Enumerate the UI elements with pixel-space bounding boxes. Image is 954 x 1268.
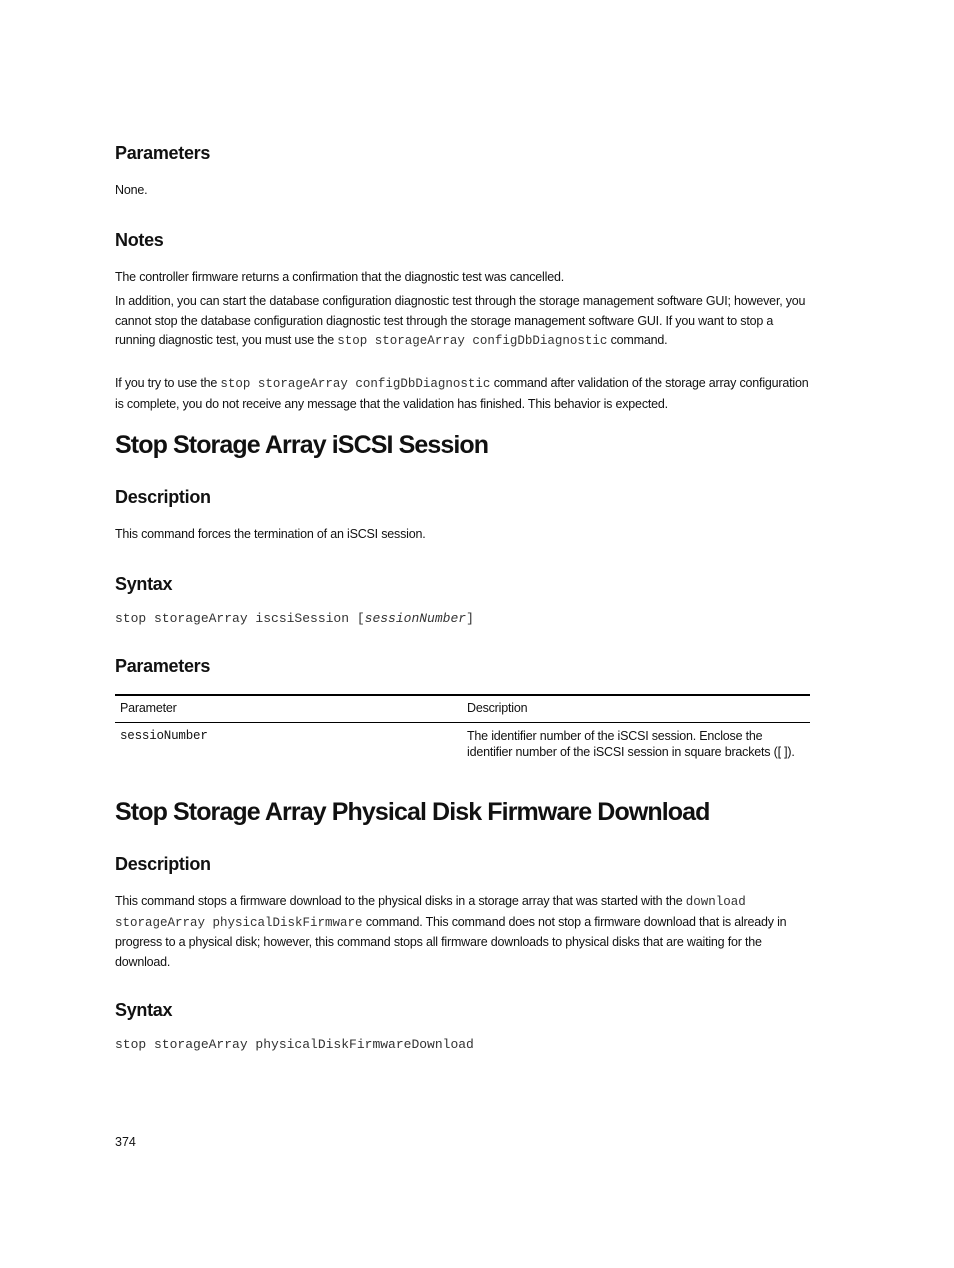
parameters-heading-2: Parameters [115,656,211,676]
table-header-parameter: Parameter [120,701,177,715]
syntax-code-2: stop storageArray physicalDiskFirmwareDownload [115,1037,474,1052]
parameters-text: None. [115,183,148,197]
inline-code: stop storageArray configDbDiagnostic [337,334,608,348]
section-title-firmware-download: Stop Storage Array Physical Disk Firmware Download [115,798,710,826]
table-header-description: Description [467,701,528,715]
syntax-parameter: sessionNumber [364,611,467,626]
inline-code: stop storageArray configDbDiagnostic [220,377,491,391]
description-text: This command forces the termination of an iSCSI session. [115,527,426,541]
table-cell-description: The identifier number of the iSCSI session. Enclose the identifier number of the iSCSI session in square brackets ([ ]). [467,729,795,759]
inline-code: download storageArray physicalDiskFirmware [115,895,746,930]
syntax-heading-2: Syntax [115,1000,173,1020]
parameters-heading: Parameters [115,143,211,163]
table-cell-parameter: sessioNumber [120,729,208,743]
table-header-rule [115,722,810,723]
notes-paragraph-3: If you try to use the stop storageArray configDbDiagnostic command after validation of the storage array configuration is complete, you do not receive any message that the validation has finished. This behavior is expected. [115,376,809,411]
syntax-heading: Syntax [115,574,173,594]
page-number: 374 [115,1135,136,1149]
notes-heading: Notes [115,230,164,250]
description-heading-2: Description [115,854,211,874]
description-heading: Description [115,487,211,507]
section-title-iscsi-session: Stop Storage Array iSCSI Session [115,431,489,459]
description-text-2: This command stops a firmware download to the physical disks in a storage array that was started with the download storageArray physicalDiskFirmware command. This command does not stop a firmware download that is already in progress to a physical disk; however, this command stops all firmware downloads to physical disks that are waiting for the download. [115,894,787,969]
syntax-code: stop storageArray iscsiSession [sessionNumber] [115,611,474,626]
notes-paragraph-2: In addition, you can start the database configuration diagnostic test through the storage management software GUI; however, you cannot stop the database configuration diagnostic test through the storage management software GUI. If you want to stop a running diagnostic test, you must use the stop storageArray configDbDiagnostic command. [115,294,806,348]
notes-paragraph-1: The controller firmware returns a confirmation that the diagnostic test was cancelled. [115,270,564,284]
table-top-rule [115,694,810,696]
